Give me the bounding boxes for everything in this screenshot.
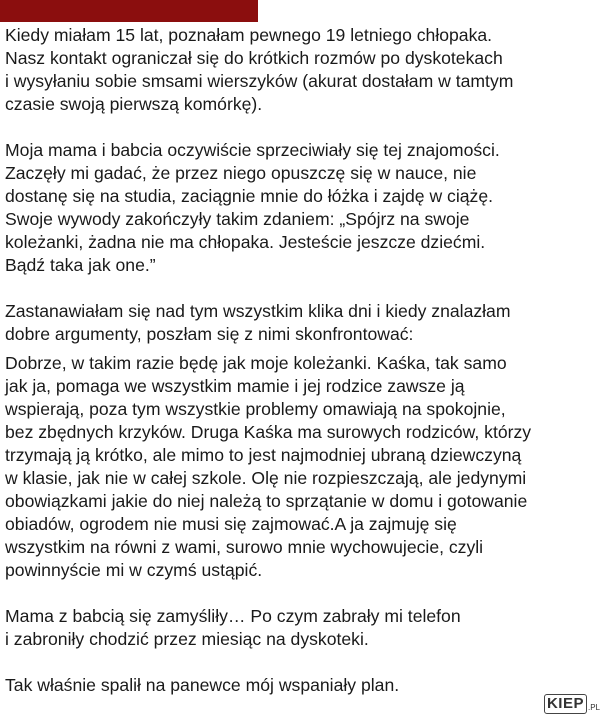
text-line: czasie swoją pierwszą komórkę).	[5, 94, 263, 114]
text-line: dostanę się na studia, zaciągnie mnie do łóżka i zajdę w ciążę.	[5, 186, 494, 206]
text-line: powinnyście mi w czymś ustąpić.	[5, 560, 263, 580]
site-watermark-logo	[544, 694, 600, 714]
text-line: obiadów, ogrodem nie musi się zajmować.A ja zajmuję się	[5, 514, 457, 534]
text-line: wszystkim na równi z wami, surowo mnie wychowujecie, czyli	[5, 537, 484, 557]
text-line: dobre argumenty, poszłam się z nimi skonfrontować:	[5, 324, 414, 344]
text-line: i wysyłaniu sobie smsami wierszyków (akurat dostałam w tamtym	[5, 71, 514, 91]
text-line: Mama z babcią się zamyśliły… Po czym zabrały mi telefon	[5, 606, 461, 626]
text-line: Nasz kontakt ograniczał się do krótkich rozmów po dyskotekach	[5, 48, 503, 68]
text-line: Bądź taka jak one.”	[5, 255, 156, 275]
paragraph-argument	[5, 352, 605, 582]
text-line: koleżanki, żadna nie ma chłopaka. Jesteście jeszcze dziećmi.	[5, 232, 486, 252]
text-line: trzymają ją krótko, ale mimo to jest najmodniej ubraną dziewczyną	[5, 445, 522, 465]
text-line: Tak właśnie spalił na panewce mój wspaniały plan.	[5, 675, 400, 695]
text-line: Dobrze, w takim razie będę jak moje koleżanki. Kaśka, tak samo	[5, 353, 507, 373]
text-line: i zabroniły chodzić przez miesiąc na dyskoteki.	[5, 629, 369, 649]
text-line: jak ja, pomaga we wszystkim mamie i jej rodzice zawsze ją	[5, 376, 465, 396]
text-line: Swoje wywody zakończyły takim zdaniem: „Spójrz na swoje	[5, 209, 470, 229]
story-text	[5, 24, 605, 697]
text-line: Zaczęły mi gadać, że przez niego opuszczę się w nauce, nie	[5, 163, 477, 183]
text-line: Zastanawiałam się nad tym wszystkim klika dni i kiedy znalazłam	[5, 301, 511, 321]
watermark-brand: KIEP	[544, 694, 587, 714]
paragraph-outcome	[5, 605, 605, 651]
paragraph-preparation	[5, 300, 605, 346]
paragraph-intro	[5, 24, 605, 116]
paragraph-conclusion	[5, 674, 605, 697]
text-line: Moja mama i babcia oczywiście sprzeciwiały się tej znajomości.	[5, 140, 500, 160]
text-line: bez zbędnych krzyków. Druga Kaśka ma surowych rodziców, którzy	[5, 422, 532, 442]
watermark-tld: .PL	[587, 703, 600, 712]
text-line: obowiązkami jakie do niej należą to sprzątanie w domu i gotowanie	[5, 491, 528, 511]
text-line: wspierają, poza tym wszystkie problemy omawiają na spokojnie,	[5, 399, 506, 419]
paragraph-family-objection	[5, 139, 605, 277]
text-line: w klasie, jak nie w całej szkole. Olę nie rozpieszczają, ale jedynymi	[5, 468, 527, 488]
header-color-bar	[0, 0, 258, 22]
text-line: Kiedy miałam 15 lat, poznałam pewnego 19 letniego chłopaka.	[5, 25, 493, 45]
